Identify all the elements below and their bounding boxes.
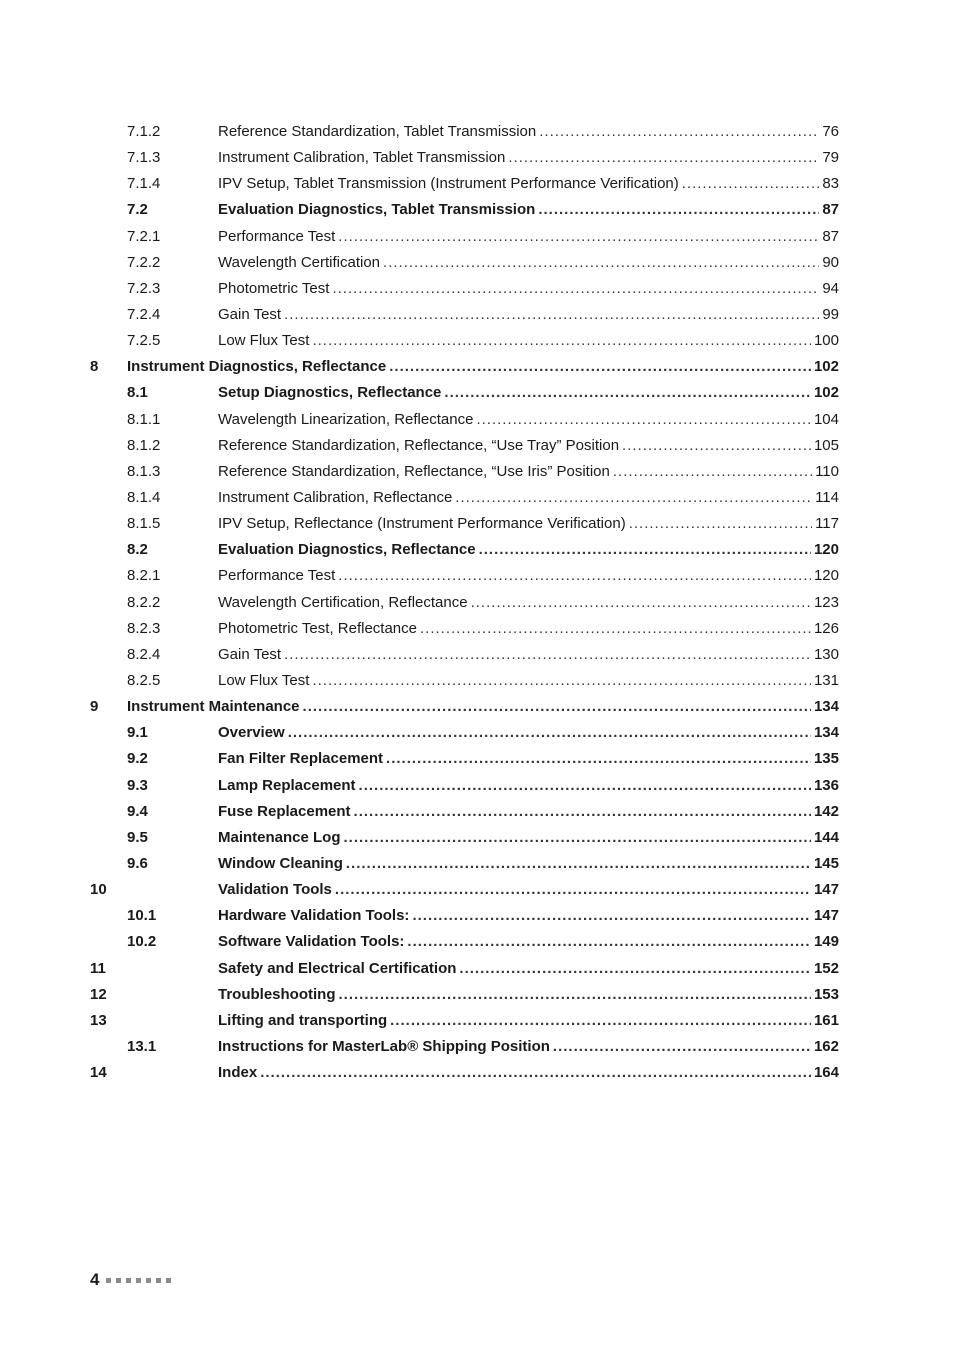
dot-leader xyxy=(339,982,811,1008)
toc-entry-title: Photometric Test, Reflectance xyxy=(218,616,420,642)
toc-entry-number: 9.2 xyxy=(127,750,148,768)
toc-entry-title: IPV Setup, Tablet Transmission (Instrument Performance Verification) xyxy=(218,171,682,197)
toc-entry-line xyxy=(218,563,839,589)
dot-leader xyxy=(682,171,820,197)
toc-entry-title: Software Validation Tools: xyxy=(218,929,407,955)
dot-leader xyxy=(354,799,811,825)
toc-entry-page: 117 xyxy=(815,515,839,533)
toc-entry-number: 8.2.5 xyxy=(127,671,161,689)
toc-entry-page: 147 xyxy=(813,881,839,899)
toc-entry-page: 161 xyxy=(813,1011,839,1029)
toc-entry-page: 79 xyxy=(822,149,839,167)
toc-entry-line xyxy=(218,537,839,563)
toc-entry-line xyxy=(218,302,839,328)
toc-entry-page: 131 xyxy=(813,671,839,689)
toc-entry[interactable] xyxy=(0,433,954,459)
toc-entry-line xyxy=(218,197,839,223)
toc-entry-title: Evaluation Diagnostics, Tablet Transmission xyxy=(218,197,538,223)
toc-entry-number: 7.2.5 xyxy=(127,332,161,350)
toc-entry-page: 90 xyxy=(822,253,839,271)
toc-entry-number: 9.5 xyxy=(127,828,148,846)
toc-entry-line xyxy=(218,145,839,171)
dot-leader xyxy=(332,276,819,302)
toc-entry-title: Reference Standardization, Tablet Transmission xyxy=(218,119,539,145)
toc-entry-title: Wavelength Linearization, Reflectance xyxy=(218,407,476,433)
footer-dot xyxy=(116,1278,121,1283)
toc-entry-line xyxy=(218,929,839,955)
toc-entry-line xyxy=(218,250,839,276)
dot-leader xyxy=(359,773,811,799)
toc-entry-line xyxy=(218,956,839,982)
toc-entry-page: 134 xyxy=(813,698,839,716)
dot-leader xyxy=(288,720,811,746)
toc-entry[interactable] xyxy=(0,877,954,903)
dot-leader xyxy=(312,328,811,354)
toc-entry[interactable] xyxy=(0,590,954,616)
toc-entry-title: Index xyxy=(218,1060,260,1086)
toc-entry-line xyxy=(218,511,839,537)
toc-entry[interactable] xyxy=(0,119,954,145)
toc-entry-line xyxy=(218,668,839,694)
toc-entry-number: 10 xyxy=(90,881,107,899)
toc-entry[interactable] xyxy=(0,1060,954,1086)
toc-entry-title: Gain Test xyxy=(218,642,284,668)
toc-entry-number: 8.1.4 xyxy=(127,488,161,506)
toc-entry-title: Wavelength Certification xyxy=(218,250,383,276)
toc-entry-page: 83 xyxy=(822,175,839,193)
toc-entry-number: 7.1.4 xyxy=(127,175,161,193)
toc-entry-line xyxy=(218,590,839,616)
toc-entry[interactable] xyxy=(0,328,954,354)
toc-entry-page: 145 xyxy=(813,854,839,872)
toc-entry[interactable] xyxy=(0,224,954,250)
toc-entry-page: 152 xyxy=(813,959,839,977)
toc-entry-page: 120 xyxy=(813,541,839,559)
toc-entry-title: Reference Standardization, Reflectance, “Use Tray” Position xyxy=(218,433,622,459)
toc-entry-title: Fan Filter Replacement xyxy=(218,746,386,772)
toc-entry-title: Maintenance Log xyxy=(218,825,344,851)
toc-entry-number: 8.1.2 xyxy=(127,436,161,454)
toc-entry-number: 7.2.2 xyxy=(127,253,161,271)
toc-entry-number: 8.2.1 xyxy=(127,567,161,585)
toc-entry-number: 9 xyxy=(90,698,99,716)
toc-entry-title: Reference Standardization, Reflectance, “Use Iris” Position xyxy=(218,459,613,485)
toc-entry-page: 104 xyxy=(813,410,839,428)
toc-entry-line xyxy=(218,328,839,354)
toc-entry-title: Setup Diagnostics, Reflectance xyxy=(218,380,444,406)
toc-entry[interactable] xyxy=(0,746,954,772)
toc-entry[interactable] xyxy=(0,563,954,589)
dot-leader xyxy=(455,485,812,511)
toc-entry-title: Hardware Validation Tools: xyxy=(218,903,412,929)
toc-entry-page: 87 xyxy=(822,227,839,245)
toc-entry-line xyxy=(218,1034,839,1060)
toc-entry-line xyxy=(218,433,839,459)
dot-leader xyxy=(553,1034,811,1060)
toc-entry[interactable] xyxy=(0,380,954,406)
toc-entry-number: 12 xyxy=(90,985,107,1003)
toc-entry-title: Instructions for MasterLab® Shipping Position xyxy=(218,1034,553,1060)
dot-leader xyxy=(539,119,819,145)
toc-entry-title: Instrument Diagnostics, Reflectance xyxy=(127,354,389,380)
dot-leader xyxy=(312,668,811,694)
toc-entry-title: Low Flux Test xyxy=(218,668,312,694)
toc-entry[interactable] xyxy=(0,1034,954,1060)
toc-entry-page: 153 xyxy=(813,985,839,1003)
toc-entry-page: 100 xyxy=(813,332,839,350)
dot-leader xyxy=(260,1060,811,1086)
toc-entry-number: 9.1 xyxy=(127,724,148,742)
dot-leader xyxy=(622,433,811,459)
toc-entry-title: Instrument Calibration, Reflectance xyxy=(218,485,455,511)
toc-entry[interactable] xyxy=(0,825,954,851)
dot-leader xyxy=(479,537,811,563)
toc-entry-page: 94 xyxy=(822,279,839,297)
toc-entry-number: 7.2.3 xyxy=(127,279,161,297)
toc-entry-page: 120 xyxy=(813,567,839,585)
toc-entry-title: Evaluation Diagnostics, Reflectance xyxy=(218,537,479,563)
toc-entry-page: 99 xyxy=(822,305,839,323)
dot-leader xyxy=(303,694,811,720)
toc-entry-page: 135 xyxy=(813,750,839,768)
toc-entry-number: 9.4 xyxy=(127,802,148,820)
toc-entry-line xyxy=(218,877,839,903)
toc-entry-line xyxy=(218,903,839,929)
toc-entry-page: 162 xyxy=(813,1037,839,1055)
toc-entry[interactable] xyxy=(0,982,954,1008)
dot-leader xyxy=(471,590,811,616)
page-footer xyxy=(90,1268,171,1292)
toc-entry[interactable] xyxy=(0,903,954,929)
toc-entry-number: 14 xyxy=(90,1064,107,1082)
toc-entry-title: Overview xyxy=(218,720,288,746)
toc-entry-line xyxy=(218,746,839,772)
toc-entry-title: Instrument Maintenance xyxy=(127,694,303,720)
dot-leader xyxy=(444,380,811,406)
toc-entry-page: 136 xyxy=(813,776,839,794)
toc-entry[interactable] xyxy=(0,668,954,694)
dot-leader xyxy=(420,616,811,642)
dot-leader xyxy=(383,250,819,276)
dot-leader xyxy=(335,877,811,903)
toc-entry-line xyxy=(127,694,839,720)
toc-entry-line xyxy=(218,224,839,250)
toc-entry-line xyxy=(127,354,839,380)
dot-leader xyxy=(389,354,811,380)
toc-entry-line xyxy=(218,851,839,877)
toc-entry-title: Lamp Replacement xyxy=(218,773,359,799)
toc-entry-number: 13 xyxy=(90,1011,107,1029)
toc-entry-title: Window Cleaning xyxy=(218,851,346,877)
toc-entry-title: Photometric Test xyxy=(218,276,332,302)
toc-entry-title: Validation Tools xyxy=(218,877,335,903)
toc-entry-page: 142 xyxy=(813,802,839,820)
toc-entry-number: 8.2 xyxy=(127,541,148,559)
toc-entry-number: 7.1.2 xyxy=(127,123,161,140)
toc-entry-page: 114 xyxy=(815,488,839,506)
dot-leader xyxy=(459,956,811,982)
toc-entry-line xyxy=(218,616,839,642)
footer-dot xyxy=(106,1278,111,1283)
footer-dot-strip xyxy=(106,1278,171,1283)
toc-entry-page: 134 xyxy=(813,724,839,742)
toc-entry-title: Low Flux Test xyxy=(218,328,312,354)
footer-dot xyxy=(146,1278,151,1283)
toc-entry[interactable] xyxy=(0,694,954,720)
toc-entry-number: 8.1 xyxy=(127,384,148,402)
toc-entry-number: 7.2 xyxy=(127,201,148,219)
toc-entry[interactable] xyxy=(0,197,954,223)
toc-entry[interactable] xyxy=(0,145,954,171)
toc-entry-line xyxy=(218,485,839,511)
toc-entry[interactable] xyxy=(0,354,954,380)
toc-entry-page: 102 xyxy=(813,358,839,376)
toc-entry-line xyxy=(218,380,839,406)
toc-entry-title: Lifting and transporting xyxy=(218,1008,390,1034)
toc-entry-number: 8.2.4 xyxy=(127,645,161,663)
dot-leader xyxy=(538,197,819,223)
toc-entry[interactable] xyxy=(0,642,954,668)
page-number: 4 xyxy=(90,1270,100,1289)
toc-entry[interactable] xyxy=(0,459,954,485)
toc-entry-number: 13.1 xyxy=(127,1037,157,1055)
toc-entry-page: 102 xyxy=(813,384,839,402)
toc-entry-page: 76 xyxy=(822,123,839,140)
toc-entry-page: 149 xyxy=(813,933,839,951)
toc-entry[interactable] xyxy=(0,799,954,825)
toc-entry-number: 9.3 xyxy=(127,776,148,794)
toc-entry-number: 7.1.3 xyxy=(127,149,161,167)
toc-entry-line xyxy=(218,982,839,1008)
dot-leader xyxy=(284,302,819,328)
toc-entry[interactable] xyxy=(0,929,954,955)
toc-entry-number: 7.2.4 xyxy=(127,305,161,323)
footer-dot xyxy=(166,1278,171,1283)
toc-entry[interactable] xyxy=(0,276,954,302)
dot-leader xyxy=(407,929,811,955)
toc-entry-title: Troubleshooting xyxy=(218,982,339,1008)
toc-entry[interactable] xyxy=(0,956,954,982)
toc-entry-page: 147 xyxy=(813,907,839,925)
dot-leader xyxy=(346,851,811,877)
toc-entry-number: 10.2 xyxy=(127,933,157,951)
footer-dot xyxy=(136,1278,141,1283)
toc-entry-page: 130 xyxy=(813,645,839,663)
toc-entry-number: 8.1.3 xyxy=(127,462,161,480)
toc-entry[interactable] xyxy=(0,171,954,197)
toc-entry-number: 8.1.1 xyxy=(127,410,161,428)
dot-leader xyxy=(344,825,811,851)
footer-dot xyxy=(126,1278,131,1283)
toc-entry-line xyxy=(218,171,839,197)
toc-entry[interactable] xyxy=(0,773,954,799)
dot-leader xyxy=(338,563,811,589)
toc-entry[interactable] xyxy=(0,720,954,746)
footer-dot xyxy=(156,1278,161,1283)
toc-entry-number: 10.1 xyxy=(127,907,157,925)
toc-entry-page: 164 xyxy=(813,1064,839,1082)
dot-leader xyxy=(476,407,811,433)
toc-entry-line xyxy=(218,642,839,668)
toc-entry-line xyxy=(218,1008,839,1034)
toc-entry-title: Performance Test xyxy=(218,224,338,250)
toc-entry[interactable] xyxy=(0,407,954,433)
toc-entry-number: 8 xyxy=(90,358,99,376)
toc-entry[interactable] xyxy=(0,616,954,642)
toc-entry-title: Safety and Electrical Certification xyxy=(218,956,459,982)
toc-entry-title: Performance Test xyxy=(218,563,338,589)
dot-leader xyxy=(386,746,811,772)
toc-entry[interactable] xyxy=(0,485,954,511)
toc-entry-line xyxy=(218,799,839,825)
toc-entry[interactable] xyxy=(0,537,954,563)
toc-entry-line xyxy=(218,773,839,799)
toc-entry-line xyxy=(218,407,839,433)
toc-entry-title: Wavelength Certification, Reflectance xyxy=(218,590,471,616)
toc-entry-line xyxy=(218,1060,839,1086)
dot-leader xyxy=(508,145,819,171)
table-of-contents xyxy=(0,119,954,1086)
toc-entry[interactable] xyxy=(0,302,954,328)
toc-entry-number: 8.2.2 xyxy=(127,593,161,611)
toc-entry-title: IPV Setup, Reflectance (Instrument Performance Verification) xyxy=(218,511,629,537)
toc-entry-page: 144 xyxy=(813,828,839,846)
toc-entry[interactable] xyxy=(0,250,954,276)
toc-entry-line xyxy=(218,459,839,485)
toc-entry-number: 8.2.3 xyxy=(127,619,161,637)
toc-entry-line xyxy=(218,825,839,851)
toc-entry-number: 9.6 xyxy=(127,854,148,872)
dot-leader xyxy=(338,224,819,250)
toc-entry-line xyxy=(218,276,839,302)
toc-entry-page: 126 xyxy=(813,619,839,637)
toc-entry-number: 8.1.5 xyxy=(127,515,161,533)
dot-leader xyxy=(613,459,812,485)
dot-leader xyxy=(390,1008,811,1034)
toc-entry-page: 123 xyxy=(813,593,839,611)
toc-entry[interactable] xyxy=(0,1008,954,1034)
toc-entry-title: Gain Test xyxy=(218,302,284,328)
toc-entry-page: 87 xyxy=(822,201,839,219)
dot-leader xyxy=(412,903,811,929)
dot-leader xyxy=(629,511,812,537)
toc-entry[interactable] xyxy=(0,511,954,537)
toc-entry-page: 110 xyxy=(815,462,839,480)
dot-leader xyxy=(284,642,811,668)
toc-entry-page: 105 xyxy=(813,436,839,454)
toc-entry-number: 7.2.1 xyxy=(127,227,161,245)
toc-entry-line xyxy=(218,119,839,145)
toc-entry-title: Fuse Replacement xyxy=(218,799,354,825)
toc-entry-title: Instrument Calibration, Tablet Transmission xyxy=(218,145,508,171)
toc-entry[interactable] xyxy=(0,851,954,877)
toc-entry-line xyxy=(218,720,839,746)
toc-entry-number: 11 xyxy=(90,959,106,977)
